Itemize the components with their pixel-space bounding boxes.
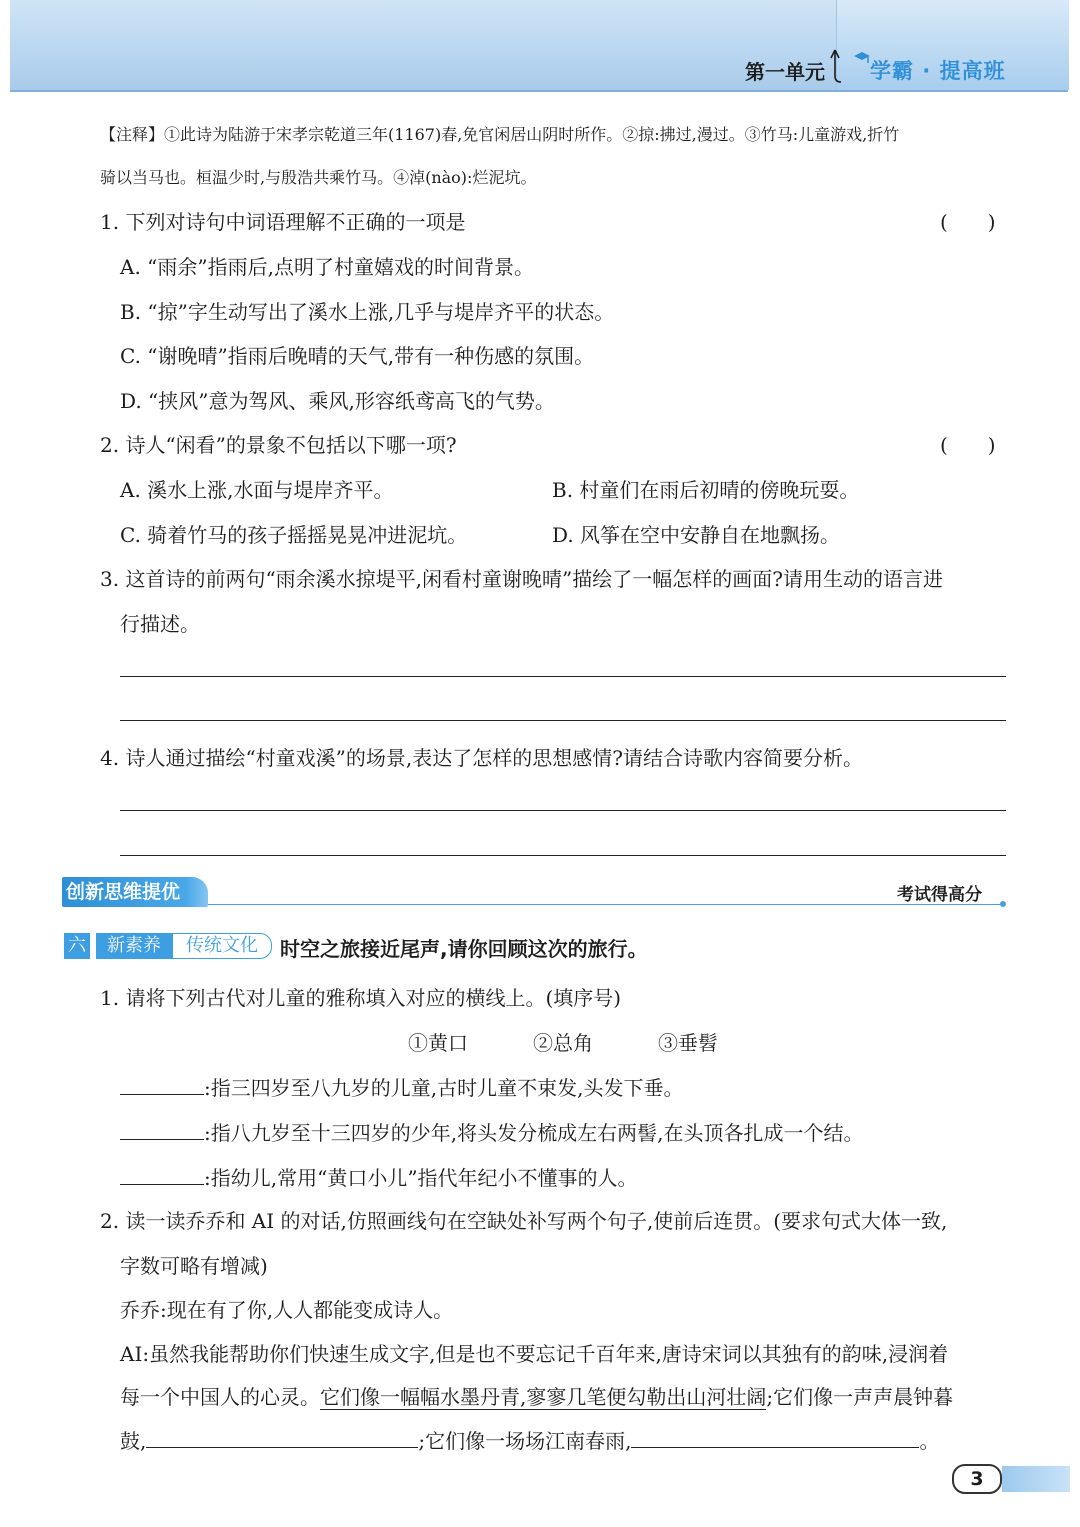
q3-answer-line-1[interactable]	[120, 676, 1006, 677]
q6-2-ai-line-2-pre: 每一个中国人的心灵。	[120, 1385, 320, 1409]
section-divider	[208, 904, 1004, 905]
q2-option-d: D. 风筝在空中安静自在地飘扬。	[552, 523, 841, 547]
q6-2-stem-line-2: 字数可略有增减)	[120, 1254, 268, 1278]
q4-answer-line-1[interactable]	[120, 810, 1006, 811]
q2-answer-paren[interactable]: ( )	[940, 433, 996, 457]
q2-option-b: B. 村童们在雨后初晴的傍晚玩耍。	[552, 478, 860, 502]
q6-2-blank-2[interactable]	[631, 1427, 919, 1448]
q6-1-item-2	[120, 1117, 863, 1146]
q6-1-item-2-text: :指八九岁至十三四岁的少年,将头发分梳成左右两髻,在头顶各扎成一个结。	[204, 1121, 864, 1145]
q6-1-item-3	[120, 1162, 638, 1191]
section-divider-dot	[1000, 901, 1006, 907]
note-line-1: 【注释】①此诗为陆游于宋孝宗乾道三年(1167)春,免官闲居山阴时所作。②掠:拂过,漫过。③竹马:儿童游戏,折竹	[100, 125, 900, 144]
q6-2-stem-line-1: 2. 读一读乔乔和 AI 的对话,仿照画线句在空缺处补写两个句子,使前后连贯。(要求句式大体一致,	[100, 1209, 948, 1233]
note-line-2: 骑以当马也。桓温少时,与殷浩共乘竹马。④淖(nào):烂泥坑。	[100, 168, 537, 187]
q6-2-model-sentence: 它们像一幅幅水墨丹青,寥寥几笔便勾勒出山河壮阔	[320, 1385, 767, 1409]
q2-option-a: A. 溪水上涨,水面与堤岸齐平。	[120, 478, 394, 502]
q6-1-choice-3: ③垂髫	[658, 1031, 718, 1055]
q1-option-c: C. “谢晚晴”指雨后晚晴的天气,带有一种伤感的氛围。	[120, 344, 595, 368]
q6-2-ai-line-2-post: ;它们像一声声晨钟暮	[766, 1385, 954, 1409]
q3-stem-line-2: 行描述。	[120, 612, 200, 636]
q6-1-choice-1: ①黄口	[408, 1031, 468, 1055]
q6-2-ai-line-1: AI:虽然我能帮助你们快速生成文字,但是也不要忘记千百年来,唐诗宋词以其独有的韵味,浸润着	[120, 1342, 949, 1366]
q1-stem: 1. 下列对诗句中词语理解不正确的一项是	[100, 210, 466, 234]
page-number-bar	[1002, 1466, 1070, 1492]
q6-2-ai-line-3-mid: ;它们像一场场江南春雨,	[418, 1429, 632, 1453]
q2-stem: 2. 诗人“闲看”的景象不包括以下哪一项?	[100, 433, 457, 457]
q1-option-b: B. “掠”字生动写出了溪水上涨,几乎与堤岸齐平的状态。	[120, 300, 615, 324]
q6-1-item-3-text: :指幼儿,常用“黄口小儿”指代年纪小不懂事的人。	[204, 1166, 638, 1190]
q6-number: 六	[64, 933, 90, 959]
q6-2-ai-line-2	[120, 1381, 953, 1410]
q4-answer-line-2[interactable]	[120, 855, 1006, 856]
q1-option-a: A. “雨余”指雨后,点明了村童嬉戏的时间背景。	[120, 255, 534, 279]
arrow-up-icon	[829, 48, 841, 84]
q3-answer-line-2[interactable]	[120, 720, 1006, 721]
q6-title: 时空之旅接近尾声,请你回顾这次的旅行。	[280, 937, 648, 961]
q6-1-item-1	[120, 1072, 683, 1101]
q6-2-ai-line-3-pre: 鼓,	[120, 1429, 147, 1453]
page-number: 3	[952, 1464, 1002, 1494]
q6-tag-new-literacy: 新素养	[96, 933, 172, 959]
q1-option-d: D. “挟风”意为驾风、乘风,形容纸鸢高飞的气势。	[120, 389, 555, 413]
q6-2-blank-1[interactable]	[146, 1427, 418, 1448]
q6-tag-traditional-culture: 传统文化	[172, 933, 272, 959]
q6-1-item-1-text: :指三四岁至八九岁的儿童,古时儿童不束发,头发下垂。	[204, 1076, 684, 1100]
q6-2-ai-line-3-end: 。	[919, 1429, 940, 1453]
q3-stem-line-1: 3. 这首诗的前两句“雨余溪水掠堤平,闲看村童谢晚晴”描绘了一幅怎样的画面?请用生动的语言进	[100, 567, 943, 591]
q6-1-stem: 1. 请将下列古代对儿童的雅称填入对应的横线上。(填序号)	[100, 986, 622, 1010]
q6-2-ai-line-3	[120, 1425, 939, 1454]
q6-1-blank-3[interactable]	[120, 1164, 204, 1185]
graduation-cap-icon	[852, 50, 872, 66]
brand-label: 学霸 · 提高班	[870, 59, 1006, 83]
section-title: 创新思维提优	[62, 877, 208, 907]
q1-answer-paren[interactable]: ( )	[940, 210, 996, 234]
q6-1-choice-2: ②总角	[533, 1031, 593, 1055]
q6-1-blank-2[interactable]	[120, 1119, 204, 1140]
unit-label: 第一单元	[745, 60, 825, 84]
q4-stem: 4. 诗人通过描绘“村童戏溪”的场景,表达了怎样的思想感情?请结合诗歌内容简要分析。	[100, 746, 863, 770]
q6-2-qiao-line: 乔乔:现在有了你,人人都能变成诗人。	[120, 1298, 454, 1322]
section-right-label: 考试得高分	[897, 885, 982, 905]
q2-option-c: C. 骑着竹马的孩子摇摇晃晃冲进泥坑。	[120, 523, 468, 547]
q6-1-blank-1[interactable]	[120, 1074, 204, 1095]
